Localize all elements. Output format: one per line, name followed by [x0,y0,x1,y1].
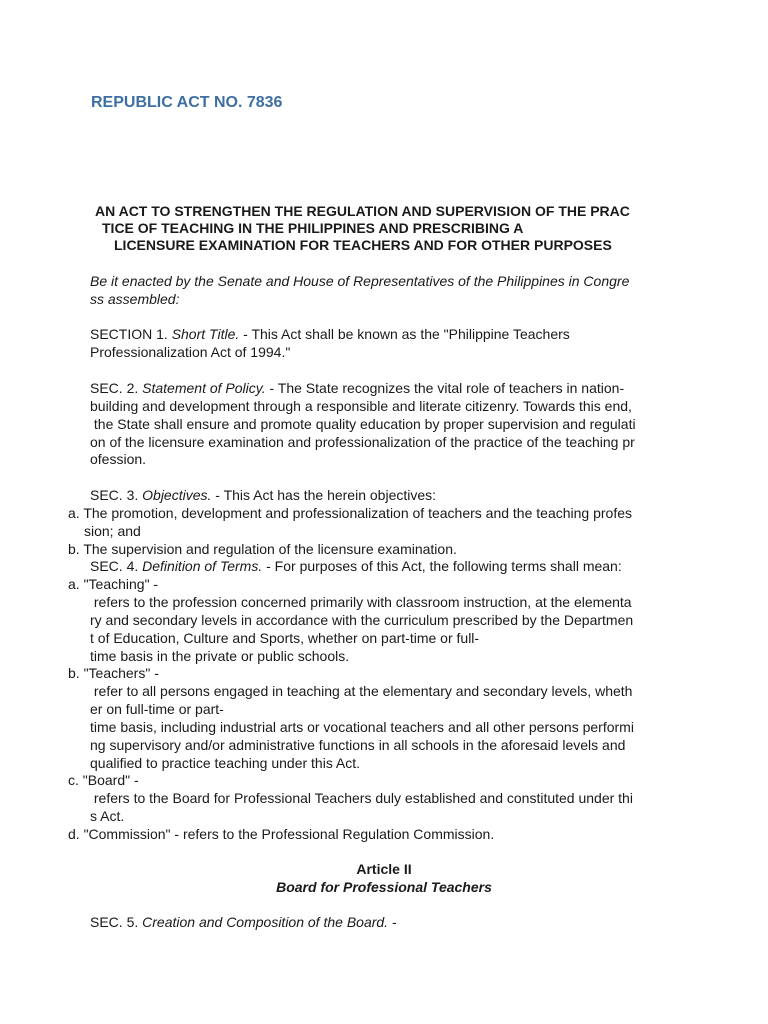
section-5-line-1 [90,913,397,931]
act-title-line-3: LICENSURE EXAMINATION FOR TEACHERS AND FOR OTHER PURPOSES [114,237,612,253]
article-number: Article II [356,861,412,877]
term-teaching-def-3: t of Education, Culture and Sports, whether on part-time or full- [90,630,480,646]
section-2-line-4: on of the licensure examination and professionalization of the practice of the teaching pr [90,434,635,450]
term-teaching-def-4: time basis in the private or public schools. [90,648,350,664]
section-4-prefix: SEC. 4. [90,558,143,574]
term-board-def-2: s Act. [90,808,125,824]
term-teaching-def-2: ry and secondary levels in accordance with the curriculum prescribed by the Departmen [90,612,634,628]
article-name: Board for Professional Teachers [276,879,492,895]
section-3-line-1 [90,486,436,504]
section-4-line-1 [90,557,622,575]
term-teaching-def-1: refers to the profession concerned primarily with classroom instruction, at the elementa [90,594,632,610]
section-5-text: - [388,914,397,930]
section-2-line-5: ofession. [90,451,147,467]
section-1-prefix: SECTION 1. [90,326,172,342]
enacting-clause-line-1: Be it enacted by the Senate and House of Representatives of the Philippines in Congre [90,273,630,289]
section-2-line-2: building and development through a responsible and literate citizenry. Towards this end, [90,398,632,414]
section-1-line-1 [90,325,570,343]
section-4-heading: Definition of Terms. [142,558,263,574]
section-1-text: - This Act shall be known as the "Philippine Teachers [239,326,570,342]
section-1-line-2: Professionalization Act of 1994." [90,344,291,360]
section-3-prefix: SEC. 3. [90,487,143,503]
section-3-item-b: b. The supervision and regulation of the licensure examination. [68,541,457,557]
document-title: REPUBLIC ACT NO. 7836 [91,94,283,111]
term-teachers-def-1: refer to all persons engaged in teaching at the elementary and secondary levels, wheth [90,683,633,699]
section-2-line-3: the State shall ensure and promote quality education by proper supervision and regulati [90,416,636,432]
section-3-item-a: a. The promotion, development and professionalization of teachers and the teaching profes [68,505,632,521]
term-commission: d. "Commission" - refers to the Professional Regulation Commission. [68,826,495,842]
act-title-line-1: AN ACT TO STRENGTHEN THE REGULATION AND SUPERVISION OF THE PRAC [95,203,630,219]
term-teachers-def-2: er on full-time or part- [90,701,224,717]
act-title-line-2: TICE OF TEACHING IN THE PHILIPPINES AND PRESCRIBING A [102,220,524,236]
section-2-heading: Statement of Policy. [142,380,266,396]
section-2-prefix: SEC. 2. [90,380,143,396]
section-1-heading: Short Title. [171,326,240,342]
term-board-label: c. "Board" - [68,772,139,788]
term-teachers-label: b. "Teachers" - [68,665,159,681]
section-5-heading: Creation and Composition of the Board. [142,914,389,930]
term-teachers-def-5: qualified to practice teaching under this Act. [90,755,361,771]
term-teaching-label: a. "Teaching" - [68,576,159,592]
enacting-clause-line-2: ss assembled: [90,291,180,307]
section-5-prefix: SEC. 5. [90,914,143,930]
section-4-text: - For purposes of this Act, the following terms shall mean: [262,558,622,574]
section-2-line-1 [90,379,624,397]
term-board-def-1: refers to the Board for Professional Teachers duly established and constituted under thi [90,790,633,806]
section-3-text: - This Act has the herein objectives: [211,487,437,503]
term-teachers-def-4: ng supervisory and/or administrative functions in all schools in the aforesaid levels and [90,737,626,753]
section-3-item-a-cont: sion; and [84,523,141,539]
section-2-text: - The State recognizes the vital role of teachers in nation- [265,380,625,396]
term-teachers-def-3: time basis, including industrial arts or vocational teachers and all other persons performi [90,719,634,735]
section-3-heading: Objectives. [142,487,212,503]
